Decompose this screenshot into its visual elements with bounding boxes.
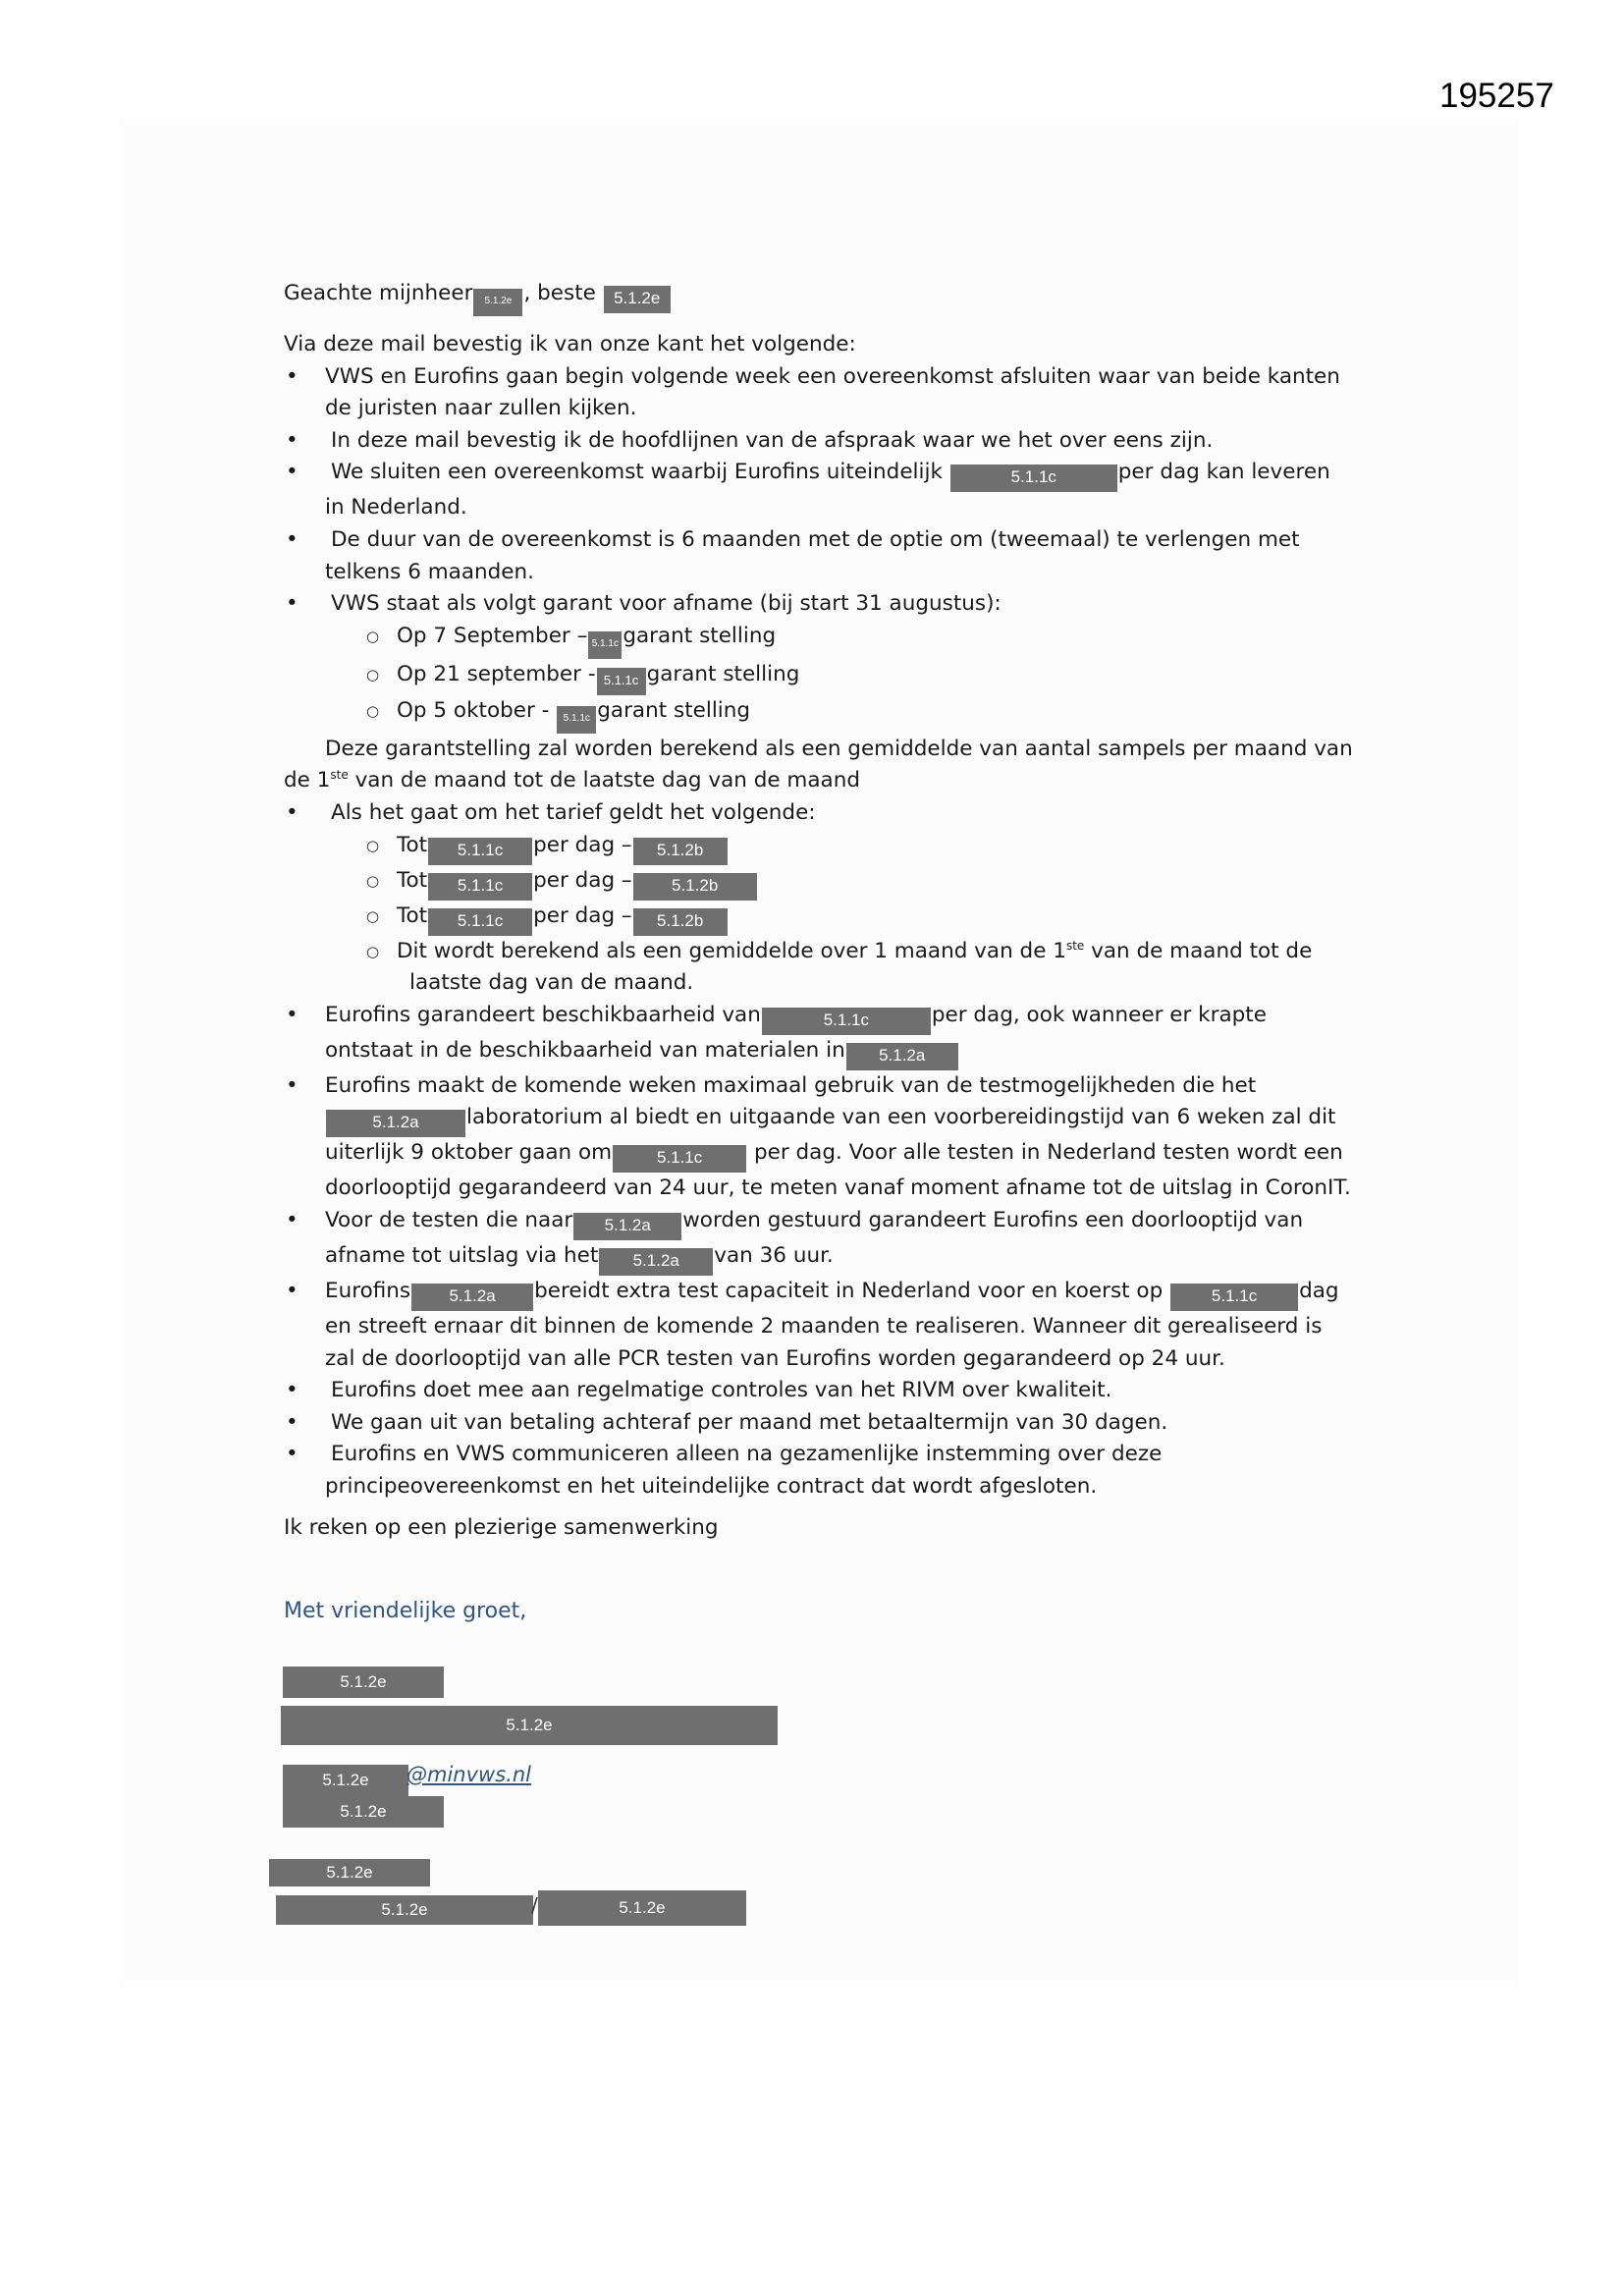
- bullet-continuation: 5.1.2a laboratorium al biedt en uitgaande van een voorbereidingstijd van 6 weken zal dit: [284, 1102, 1374, 1137]
- redaction-box: 5.1.2e: [283, 1796, 444, 1828]
- bullet-item: • Eurofins maakt de komende weken maximaal gebruik van de testmogelijkheden die het: [284, 1070, 1374, 1103]
- bullet-item: • De duur van de overeenkomst is 6 maanden met de optie om (tweemaal) te verlengen met: [284, 524, 1374, 557]
- bullet-item: • In deze mail bevestig ik de hoofdlijnen van de afspraak waar we het over eens zijn.: [284, 425, 1374, 458]
- redaction-box: 5.1.1c: [762, 1008, 931, 1035]
- bullet-continuation: en streeft ernaar dit binnen de komende 2 maanden te realiseren. Wanneer dit gerealiseerd is: [325, 1313, 1323, 1339]
- redaction-box: 5.1.1c: [1170, 1284, 1298, 1311]
- redaction-box: 5.1.2e: [281, 1706, 778, 1745]
- bullet-item: • VWS staat als volgt garant voor afname (bij start 31 augustus):: [284, 588, 1374, 621]
- redaction-box: 5.1.2e: [283, 1667, 444, 1698]
- sub-item: ○ Tot 5.1.1c per dag – 5.1.2b: [284, 830, 1374, 865]
- bullet-item: • Eurofins doet mee aan regelmatige controles van het RIVM over kwaliteit.: [284, 1375, 1374, 1407]
- sub-item: ○ Op 21 september - 5.1.1c garant stelling: [284, 659, 1374, 695]
- sub-item: ○ Tot 5.1.1c per dag – 5.1.2b: [284, 901, 1374, 936]
- redaction-box: 5.1.2e: [604, 286, 671, 313]
- bullet-continuation: uiterlijk 9 oktober gaan om 5.1.1c per dag. Voor alle testen in Nederland testen wordt een: [284, 1137, 1374, 1173]
- salutation-text: Geachte mijnheer: [284, 281, 473, 305]
- redaction-box: 5.1.2b: [633, 838, 728, 865]
- redaction-box: 5.1.1c: [557, 706, 596, 734]
- bullet-continuation: afname tot uitslag via het 5.1.2a van 36 uur.: [284, 1240, 1374, 1276]
- sub-item-continuation: laatste dag van de maand.: [409, 970, 694, 996]
- redaction-box: 5.1.2e: [473, 289, 522, 316]
- bullet-item: • Eurofins en VWS communiceren alleen na gezamenlijke instemming over deze: [284, 1439, 1374, 1471]
- bullet-continuation: de juristen naar zullen kijken.: [325, 396, 637, 421]
- bullet-continuation: principeovereenkomst en het uiteindelijke contract dat wordt afgesloten.: [325, 1473, 1098, 1499]
- redaction-box: 5.1.2b: [633, 908, 728, 936]
- letter-body: [284, 278, 1374, 1503]
- bullet-continuation: doorlooptijd gegarandeerd van 24 uur, te meten vanaf moment afname tot de uitslag in CoronIT.: [325, 1175, 1351, 1201]
- closing-line: Ik reken op een plezierige samenwerking: [284, 1515, 719, 1540]
- bullet-continuation: in Nederland.: [325, 495, 467, 520]
- bullet-item: • VWS en Eurofins gaan begin volgende week een overeenkomst afsluiten waar van beide kanten: [284, 361, 1374, 394]
- email-link[interactable]: @minvws.nl: [406, 1763, 531, 1786]
- redaction-box: 5.1.2e: [283, 1765, 408, 1796]
- bullet-continuation: zal de doorlooptijd van alle PCR testen van Eurofins worden gegarandeerd op 24 uur.: [325, 1345, 1225, 1371]
- guarantee-text: Deze garantstelling zal worden berekend als een gemiddelde van aantal sampels per maand van: [325, 736, 1353, 761]
- redaction-box: 5.1.2a: [573, 1213, 681, 1240]
- bullet-item: • We sluiten een overeenkomst waarbij Eurofins uiteindelijk 5.1.1c per dag kan leveren: [284, 457, 1374, 492]
- guarantee-text: de 1ste van de maand tot de laatste dag van de maand: [284, 768, 860, 793]
- redaction-box: 5.1.2a: [411, 1284, 533, 1311]
- redaction-box: 5.1.2b: [633, 873, 757, 901]
- intro-line: Via deze mail bevestig ik van onze kant het volgende:: [284, 332, 856, 356]
- redaction-box: 5.1.2a: [846, 1043, 958, 1070]
- redaction-box: 5.1.1c: [613, 1145, 746, 1173]
- bullet-continuation: telkens 6 maanden.: [325, 559, 534, 584]
- salutation-text: , beste: [523, 281, 596, 305]
- redaction-box: 5.1.1c: [428, 908, 532, 936]
- sub-item: ○ Dit wordt berekend als een gemiddelde over 1 maand van de 1ste van de maand tot de: [284, 936, 1374, 968]
- sub-item: ○ Tot 5.1.1c per dag – 5.1.2b: [284, 865, 1374, 901]
- document-number: 195257: [1439, 77, 1554, 115]
- bullet-item: • We gaan uit van betaling achteraf per maand met betaaltermijn van 30 dagen.: [284, 1407, 1374, 1440]
- redaction-box: 5.1.2a: [599, 1248, 713, 1276]
- bullet-item: • Voor de testen die naar 5.1.2a worden gestuurd garandeert Eurofins een doorlooptijd van: [284, 1205, 1374, 1240]
- redaction-box: 5.1.1c: [428, 838, 532, 865]
- redaction-box: 5.1.1c: [588, 631, 622, 659]
- redaction-box: 5.1.1c: [428, 873, 532, 901]
- salutation: [284, 278, 1374, 316]
- redaction-box: 5.1.2a: [326, 1110, 465, 1137]
- redaction-box: 5.1.1c: [597, 668, 646, 695]
- separator-mark: /: [531, 1893, 538, 1917]
- greeting: Met vriendelijke groet,: [284, 1599, 527, 1623]
- redaction-box: 5.1.2e: [276, 1895, 533, 1925]
- bullet-continuation: ontstaat in de beschikbaarheid van materialen in 5.1.2a: [284, 1035, 1374, 1070]
- sub-item: ○ Op 7 September – 5.1.1c garant stelling: [284, 621, 1374, 659]
- sub-item: ○ Op 5 oktober - 5.1.1c garant stelling: [284, 695, 1374, 734]
- bullet-item: • Als het gaat om het tarief geldt het volgende:: [284, 797, 1374, 830]
- redaction-box: 5.1.2e: [269, 1859, 430, 1886]
- redaction-box: 5.1.2e: [538, 1890, 746, 1926]
- redaction-box: 5.1.1c: [950, 465, 1117, 492]
- bullet-item: • Eurofins 5.1.2a bereidt extra test capaciteit in Nederland voor en koerst op 5.1.1c dag: [284, 1276, 1374, 1311]
- bullet-item: • Eurofins garandeert beschikbaarheid van 5.1.1c per dag, ook wanneer er krapte: [284, 1000, 1374, 1035]
